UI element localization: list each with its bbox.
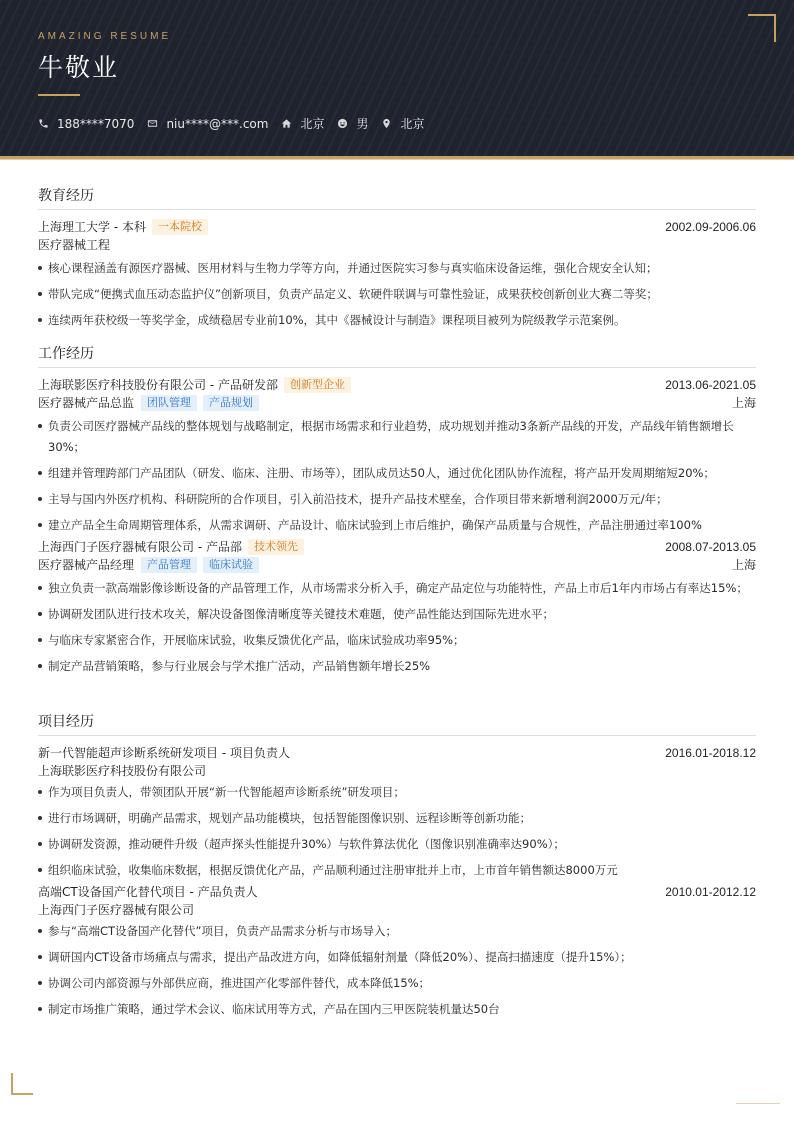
project-date: 2010.01-2012.12	[665, 885, 756, 899]
work-date: 2013.06-2021.05	[665, 378, 756, 392]
candidate-name: 牛敬业	[38, 53, 120, 82]
role-tag: 产品管理	[141, 557, 197, 573]
contact-gender	[337, 115, 368, 132]
corner-decoration-bottom-left	[11, 1073, 33, 1095]
contact-gender-text: 男	[356, 117, 369, 131]
education-title: 教育经历	[38, 188, 94, 204]
project-org-row	[38, 901, 756, 919]
work-role-row	[38, 394, 756, 412]
list-item: 建立产品全生命周期管理体系，从需求调研、产品设计、临床试验到上市后维护，确保产品质量与合规性，产品注册通过率100%	[38, 515, 756, 536]
work-role-row	[38, 556, 756, 574]
list-item: 制定产品营销策略，参与行业展会与学术推广活动，产品销售额年增长25%	[38, 656, 756, 677]
project-item	[38, 744, 756, 881]
section-divider	[38, 735, 756, 736]
work-bullets	[38, 416, 756, 536]
gender-icon	[337, 118, 348, 129]
resume-header	[0, 0, 794, 159]
list-item: 连续两年获校级一等奖学金，成绩稳居专业前10%，其中《器械设计与制造》课程项目被列为院级教学示范案例。	[38, 310, 756, 331]
project-org: 上海西门子医疗器械有限公司	[38, 903, 195, 917]
project-header-row	[38, 744, 756, 762]
contact-email	[147, 117, 268, 131]
list-item: 参与“高端CT设备国产化替代”项目，负责产品需求分析与市场导入；	[38, 921, 756, 942]
mail-icon	[147, 118, 158, 129]
list-item: 与临床专家紧密合作，开展临床试验，收集反馈优化产品，临床试验成功率95%；	[38, 630, 756, 651]
contact-bar	[38, 115, 438, 132]
education-major-row	[38, 236, 756, 254]
list-item: 协调研发团队进行技术攻关，解决设备图像清晰度等关键技术难题，使产品性能达到国际先进水平；	[38, 604, 756, 625]
role-tag: 产品规划	[203, 395, 259, 411]
work-item	[38, 538, 756, 677]
phone-icon	[38, 118, 49, 129]
name-underline	[38, 94, 80, 96]
corner-decoration-bottom-right	[736, 1103, 780, 1104]
section-divider	[38, 209, 756, 210]
education-item	[38, 218, 756, 331]
work-title: 工作经历	[38, 346, 94, 362]
company-name: 上海联影医疗科技股份有限公司 - 产品研发部	[38, 378, 278, 392]
list-item: 协调研发资源，推动硬件升级（超声探头性能提升30%）与软件算法优化（图像识别准确率达90%）；	[38, 834, 756, 855]
list-item: 调研国内CT设备市场痛点与需求，提出产品改进方向，如降低辐射剂量（降低20%）、提高扫描速度（提升15%）；	[38, 947, 756, 968]
role-tag: 团队管理	[141, 395, 197, 411]
project-header-row	[38, 883, 756, 901]
contact-phone-text: 188****7070	[57, 116, 135, 131]
work-item	[38, 376, 756, 536]
contact-phone	[38, 117, 134, 131]
contact-location-text: 北京	[400, 117, 425, 131]
role-name: 医疗器械产品总监	[38, 396, 135, 410]
work-city: 上海	[731, 558, 756, 572]
education-section	[38, 186, 756, 336]
project-org: 上海联影医疗科技股份有限公司	[38, 764, 207, 778]
project-item	[38, 883, 756, 1020]
work-header-row	[38, 538, 756, 556]
contact-home	[281, 115, 324, 132]
project-date: 2016.01-2018.12	[665, 746, 756, 760]
project-name: 高端CT设备国产化替代项目 - 产品负责人	[38, 885, 258, 899]
list-item: 协调公司内部资源与外部供应商，推进国产化零部件替代，成本降低15%；	[38, 973, 756, 994]
work-bullets	[38, 578, 756, 677]
project-org-row	[38, 762, 756, 780]
list-item: 作为项目负责人，带领团队开展“新一代智能超声诊断系统”研发项目；	[38, 782, 756, 803]
projects-title: 项目经历	[38, 714, 94, 730]
work-header-row	[38, 376, 756, 394]
list-item: 负责公司医疗器械产品线的整体规划与战略制定，根据市场需求和行业趋势，成功规划并推动3条新产品线的开发，产品线年销售额增长30%；	[38, 416, 756, 458]
corner-decoration-top-right	[748, 14, 776, 42]
project-name: 新一代智能超声诊断系统研发项目 - 项目负责人	[38, 746, 290, 760]
school-tag: 一本院校	[152, 219, 208, 235]
section-divider	[38, 367, 756, 368]
contact-home-text: 北京	[300, 117, 325, 131]
resume-tagline: AMAZING RESUME	[38, 31, 172, 42]
header-divider	[0, 159, 794, 160]
role-tag: 临床试验	[203, 557, 259, 573]
school-name: 上海理工大学 - 本科	[38, 220, 146, 234]
project-bullets	[38, 782, 756, 881]
work-city: 上海	[731, 396, 756, 410]
role-name: 医疗器械产品经理	[38, 558, 135, 572]
list-item: 组织临床试验，收集临床数据，根据反馈优化产品，产品顺利通过注册审批并上市，上市首年销售额达8000万元	[38, 860, 756, 881]
education-header-row	[38, 218, 756, 236]
education-bullets	[38, 258, 756, 331]
work-section	[38, 344, 756, 682]
education-date: 2002.09-2006.06	[665, 220, 756, 234]
home-icon	[281, 118, 292, 129]
projects-section	[38, 712, 756, 1025]
list-item: 核心课程涵盖有源医疗器械、医用材料与生物力学等方向，并通过医院实习参与真实临床设备运维，强化合规安全认知；	[38, 258, 756, 279]
location-pin-icon	[381, 118, 392, 129]
contact-location	[381, 115, 424, 132]
list-item: 带队完成“便携式血压动态监护仪”创新项目，负责产品定义、软硬件联调与可靠性验证，成果获校创新创业大赛二等奖；	[38, 284, 756, 305]
project-bullets	[38, 921, 756, 1020]
company-tag: 技术领先	[248, 539, 304, 555]
list-item: 制定市场推广策略，通过学术会议、临床试用等方式，产品在国内三甲医院装机量达50台	[38, 999, 756, 1020]
list-item: 主导与国内外医疗机构、科研院所的合作项目，引入前沿技术，提升产品技术壁垒，合作项目带来新增利润2000万元/年；	[38, 489, 756, 510]
company-name: 上海西门子医疗器械有限公司 - 产品部	[38, 540, 242, 554]
list-item: 组建并管理跨部门产品团队（研发、临床、注册、市场等），团队成员达50人，通过优化团队协作流程，将产品开发周期缩短20%；	[38, 463, 756, 484]
company-tag: 创新型企业	[284, 377, 351, 393]
major-name: 医疗器械工程	[38, 238, 111, 252]
work-date: 2008.07-2013.05	[665, 540, 756, 554]
contact-email-text: niu****@***.com	[166, 116, 269, 131]
list-item: 进行市场调研，明确产品需求，规划产品功能模块，包括智能图像识别、远程诊断等创新功能；	[38, 808, 756, 829]
list-item: 独立负责一款高端影像诊断设备的产品管理工作，从市场需求分析入手，确定产品定位与功能特性，产品上市后1年内市场占有率达15%；	[38, 578, 756, 599]
